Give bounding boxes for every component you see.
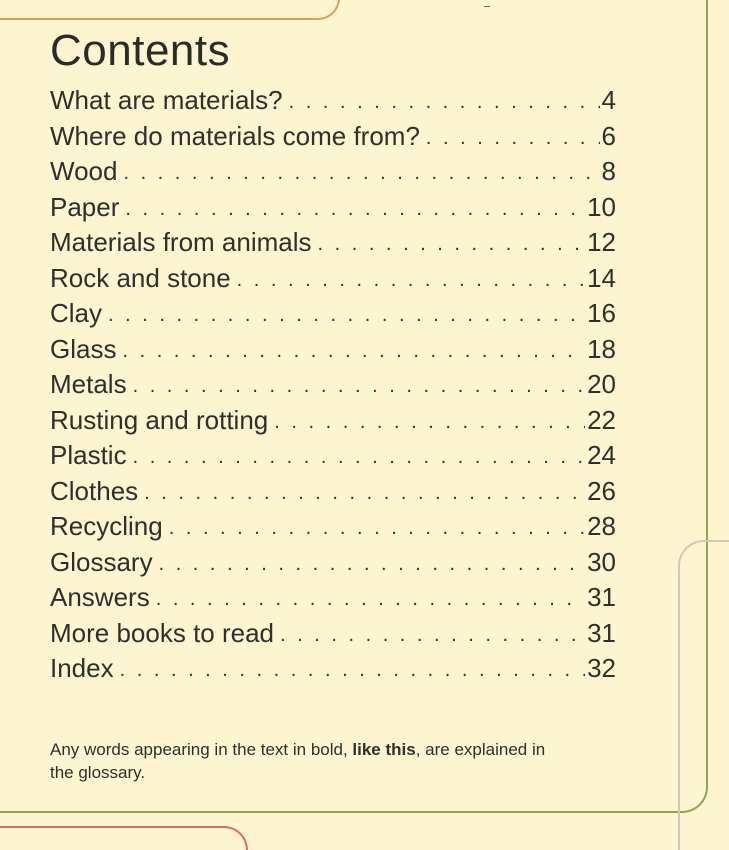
toc-entry-title: Rusting and rotting	[50, 404, 269, 435]
toc-leader-dots	[169, 517, 585, 540]
toc-entry[interactable]	[50, 263, 616, 299]
toc-leader-dots	[318, 233, 586, 256]
toc-leader-dots	[426, 127, 600, 150]
toc-entry-page-number: 12	[587, 227, 616, 257]
toc-entry[interactable]	[50, 405, 616, 441]
side-card-decoration	[678, 540, 729, 850]
bottom-frame-line	[0, 811, 610, 813]
toc-entry-page-number: 22	[587, 404, 616, 435]
toc-leader-dots	[144, 482, 585, 505]
toc-entry-title: Wood	[50, 156, 118, 186]
toc-entry[interactable]	[50, 85, 616, 121]
toc-entry-page-number: 30	[587, 546, 616, 577]
toc-entry-title: Rock and stone	[50, 262, 231, 293]
table-of-contents	[50, 85, 616, 689]
glossary-note-text: Any words appearing in the text in bold,	[50, 740, 353, 759]
toc-entry-page-number: 14	[587, 262, 616, 293]
toc-leader-dots	[133, 446, 586, 469]
toc-entry[interactable]	[50, 334, 616, 370]
toc-entry-title: Answers	[50, 582, 150, 612]
toc-entry-title: Glass	[50, 333, 117, 364]
toc-leader-dots	[237, 269, 585, 292]
toc-leader-dots	[159, 553, 586, 576]
toc-entry-page-number: 32	[587, 653, 616, 683]
toc-leader-dots	[120, 659, 585, 682]
toc-leader-dots	[125, 198, 585, 221]
toc-entry-page-number: 16	[587, 298, 616, 328]
toc-leader-dots	[133, 375, 586, 398]
toc-entry-title: More books to read	[50, 617, 275, 648]
toc-entry-title: Materials from animals	[50, 227, 312, 257]
toc-entry[interactable]	[50, 440, 616, 476]
page-title: Contents	[50, 26, 231, 75]
toc-entry[interactable]	[50, 192, 616, 228]
toc-leader-dots	[123, 162, 599, 185]
toc-entry-page-number: 26	[587, 475, 616, 506]
toc-entry-title: What are materials?	[50, 85, 283, 115]
toc-entry-page-number: 6	[601, 120, 616, 151]
toc-entry[interactable]	[50, 369, 616, 405]
toc-entry-page-number: 8	[601, 156, 616, 186]
toc-entry[interactable]	[50, 156, 616, 192]
toc-entry[interactable]	[50, 582, 616, 618]
toc-leader-dots	[274, 411, 585, 434]
toc-entry[interactable]	[50, 227, 616, 263]
toc-entry-title: Recycling	[50, 511, 163, 541]
toc-entry-title: Clothes	[50, 475, 139, 506]
toc-entry-title: Paper	[50, 191, 120, 222]
toc-entry[interactable]	[50, 511, 616, 547]
toc-entry[interactable]	[50, 547, 616, 583]
toc-entry-title: Plastic	[50, 440, 127, 470]
glossary-note-text-end: , are explained in the glossary.	[50, 740, 546, 782]
toc-entry[interactable]	[50, 298, 616, 334]
top-tick-mark	[484, 6, 490, 7]
toc-leader-dots	[122, 340, 585, 363]
toc-leader-dots	[108, 304, 585, 327]
toc-entry-page-number: 24	[587, 440, 616, 470]
toc-leader-dots	[289, 91, 600, 114]
toc-entry-page-number: 20	[587, 369, 616, 399]
toc-entry-page-number: 18	[587, 333, 616, 364]
toc-entry-title: Metals	[50, 369, 127, 399]
toc-entry-title: Glossary	[50, 546, 153, 577]
toc-entry[interactable]	[50, 121, 616, 157]
toc-entry[interactable]	[50, 653, 616, 689]
toc-entry-title: Clay	[50, 298, 103, 328]
toc-entry[interactable]	[50, 618, 616, 654]
toc-entry-page-number: 10	[587, 191, 616, 222]
bottom-tab-decoration	[0, 826, 248, 850]
top-tab-decoration	[0, 0, 340, 20]
toc-leader-dots	[156, 588, 585, 611]
toc-entry-page-number: 31	[587, 582, 616, 612]
toc-leader-dots	[280, 624, 585, 647]
glossary-note-bold-example: like this	[352, 740, 416, 759]
toc-entry-page-number: 31	[587, 617, 616, 648]
toc-entry-title: Where do materials come from?	[50, 120, 420, 151]
toc-entry-page-number: 28	[587, 511, 616, 541]
toc-entry-page-number: 4	[601, 85, 616, 115]
glossary-note	[50, 738, 570, 784]
toc-entry-title: Index	[50, 653, 114, 683]
toc-entry[interactable]	[50, 476, 616, 512]
